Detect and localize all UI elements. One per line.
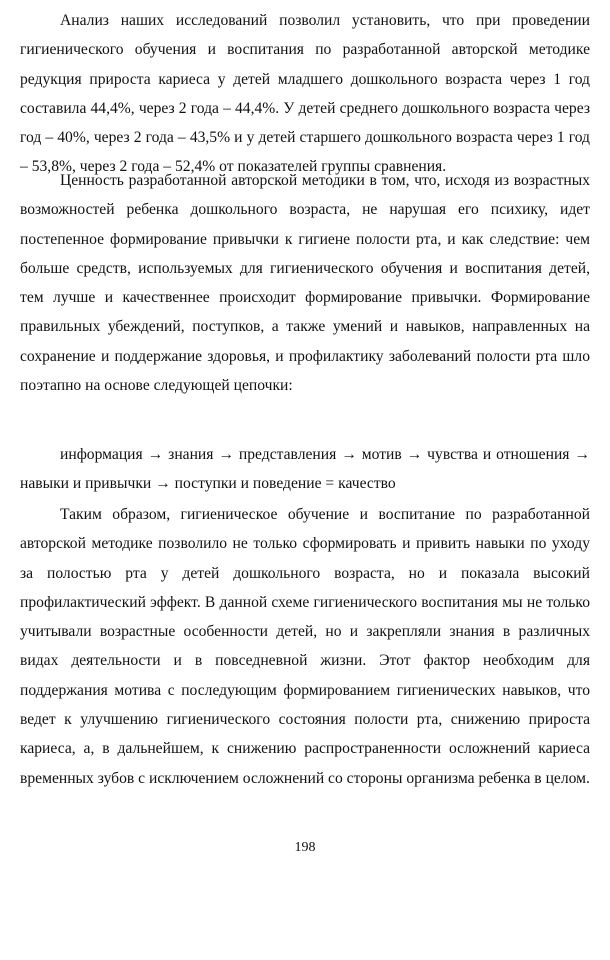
paragraph-method-value: Ценность разработанной авторской методики в том, что, исходя из возрастных возможностей ребенка дошкольного возраста, не нарушая его психику, идет постепенное формирование привычки к гигиене полости рта, и как следствие: чем больше средств, используемых для гигиенического обучения и воспитания детей, тем лучше и качественнее происходит формирование привычки. Формирование правильных убеждений, поступков, а также умений и навыков, направленных на сохранение и поддержание здоровья, и профилактику заболеваний полости рта шло поэтапно на основе следующей цепочки: [20, 172, 590, 395]
paragraph-habit-chain: информация → знания → представления → мотив → чувства и отношения → навыки и привычки → поступки и поведение = качество [20, 446, 590, 493]
paragraph-conclusion: Таким образом, гигиеническое обучение и воспитание по разработанной авторской методике позволило не только сформировать и привить навыки по уходу за полостью рта у детей дошкольного возраста, но и показала высокий профилактический эффект. В данной схеме гигиенического воспитания мы не только учитывали возрастные особенности детей, но и закрепляли знания в различных видах деятельности и в повседневной жизни. Этот фактор необходим для поддержания мотива с последующим формированием гигиенических навыков, что ведет к улучшению гигиенического состояния полости рта, снижению прироста кариеса, а, в дальнейшем, к снижению распространенности осложнений кариеса временных зубов с исключением осложнений со стороны организма ребенка в целом. [20, 506, 590, 787]
paragraph-analysis-results: Анализ наших исследований позволил установить, что при проведении гигиенического обучения и воспитания по разработанной авторской методике редукция прироста кариеса у детей младшего дошкольного возраста через 1 год составила 44,4%, через 2 года – 44,4%. У детей среднего дошкольного возраста через год – 40%, через 2 года – 43,5% и у детей старшего дошкольного возраста через 1 год – 53,8%, через 2 года – 52,4% от показателей группы сравнения. [20, 12, 590, 176]
page-number: 198 [294, 840, 316, 855]
